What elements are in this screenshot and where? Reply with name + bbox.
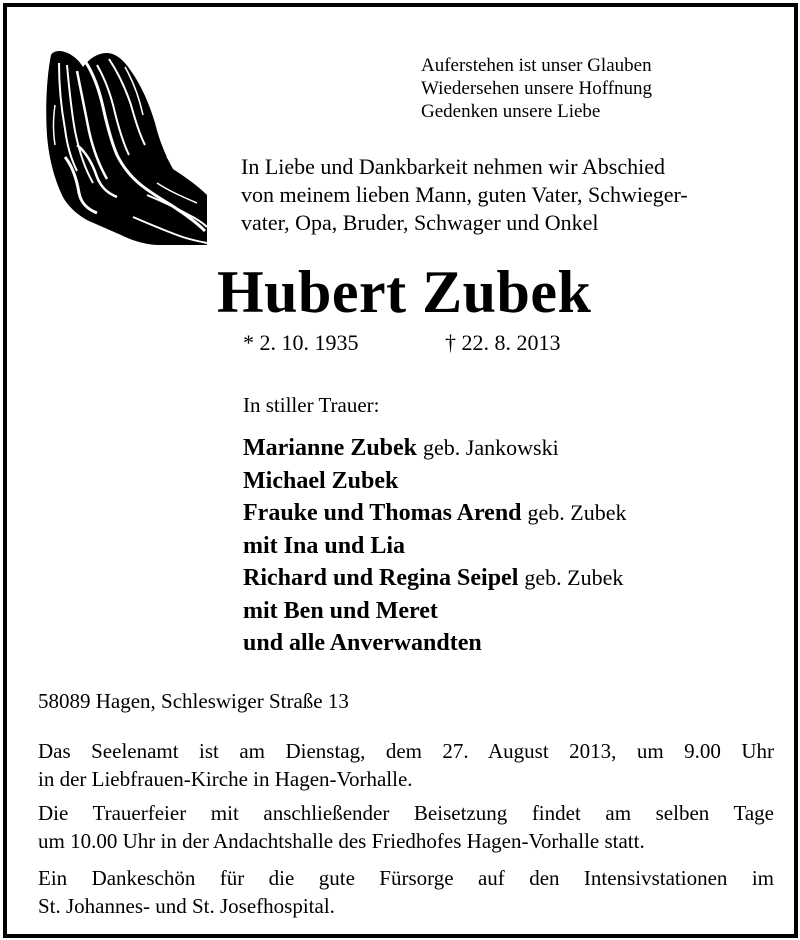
paragraph-line: Das Seelenamt ist am Dienstag, dem 27. August 2013, um 9.00 Uhr xyxy=(38,739,774,763)
mourner-name: mit Ina und Lia xyxy=(243,532,406,559)
funeral-paragraph xyxy=(38,799,774,855)
intro-line: In Liebe und Dankbarkeit nehmen wir Abschied xyxy=(241,154,665,179)
motto-line: Auferstehen ist unser Glauben xyxy=(421,55,652,76)
motto-line: Gedenken unsere Liebe xyxy=(421,101,601,122)
mourning-label: In stiller Trauer: xyxy=(243,393,380,417)
mourner-nee: geb. Jankowski xyxy=(423,435,559,460)
intro-line: vater, Opa, Bruder, Schwager und Onkel xyxy=(241,210,599,235)
mourner-entry xyxy=(243,627,627,660)
mourner-name: mit Ben und Meret xyxy=(243,597,438,624)
motto-line: Wiedersehen unsere Hoffnung xyxy=(421,78,653,99)
mourner-entry xyxy=(243,465,627,498)
mourner-entry xyxy=(243,562,627,595)
paragraph-line: in der Liebfrauen-Kirche in Hagen-Vorhalle. xyxy=(38,767,413,791)
requiem-paragraph xyxy=(38,737,774,793)
mourners-list xyxy=(243,432,627,660)
intro-line: von meinem lieben Mann, guten Vater, Schwieger- xyxy=(241,182,688,207)
life-dates xyxy=(243,329,561,357)
thanks-paragraph xyxy=(38,864,774,920)
birth-date: * 2. 10. 1935 xyxy=(243,330,359,355)
mourner-nee: geb. Zubek xyxy=(527,500,627,525)
mourner-name: Frauke und Thomas Arend xyxy=(243,500,522,526)
mourner-entry xyxy=(243,530,627,563)
mourner-nee: geb. Zubek xyxy=(524,565,624,590)
deceased-name: Hubert Zubek xyxy=(217,259,592,325)
mourner-name: Marianne Zubek xyxy=(243,435,418,461)
intro-text xyxy=(241,153,781,237)
obituary-card xyxy=(3,3,798,938)
praying-hands-icon xyxy=(37,45,211,253)
mourner-entry xyxy=(243,432,627,465)
paragraph-line: um 10.00 Uhr in der Andachtshalle des Friedhofes Hagen-Vorhalle statt. xyxy=(38,829,645,853)
death-date: † 22. 8. 2013 xyxy=(445,330,561,355)
paragraph-line: Ein Dankeschön für die gute Fürsorge auf den Intensivstationen im xyxy=(38,866,774,890)
paragraph-line: St. Johannes- und St. Josefhospital. xyxy=(38,894,335,918)
mourner-name: und alle Anverwandten xyxy=(243,630,482,656)
mourner-name: Michael Zubek xyxy=(243,467,399,494)
paragraph-line: Die Trauerfeier mit anschließender Beisetzung findet am selben Tage xyxy=(38,801,774,825)
motto xyxy=(421,54,652,123)
mourner-entry xyxy=(243,595,627,628)
mourner-name: Richard und Regina Seipel xyxy=(243,565,519,591)
address: 58089 Hagen, Schleswiger Straße 13 xyxy=(38,689,349,713)
mourner-entry xyxy=(243,497,627,530)
